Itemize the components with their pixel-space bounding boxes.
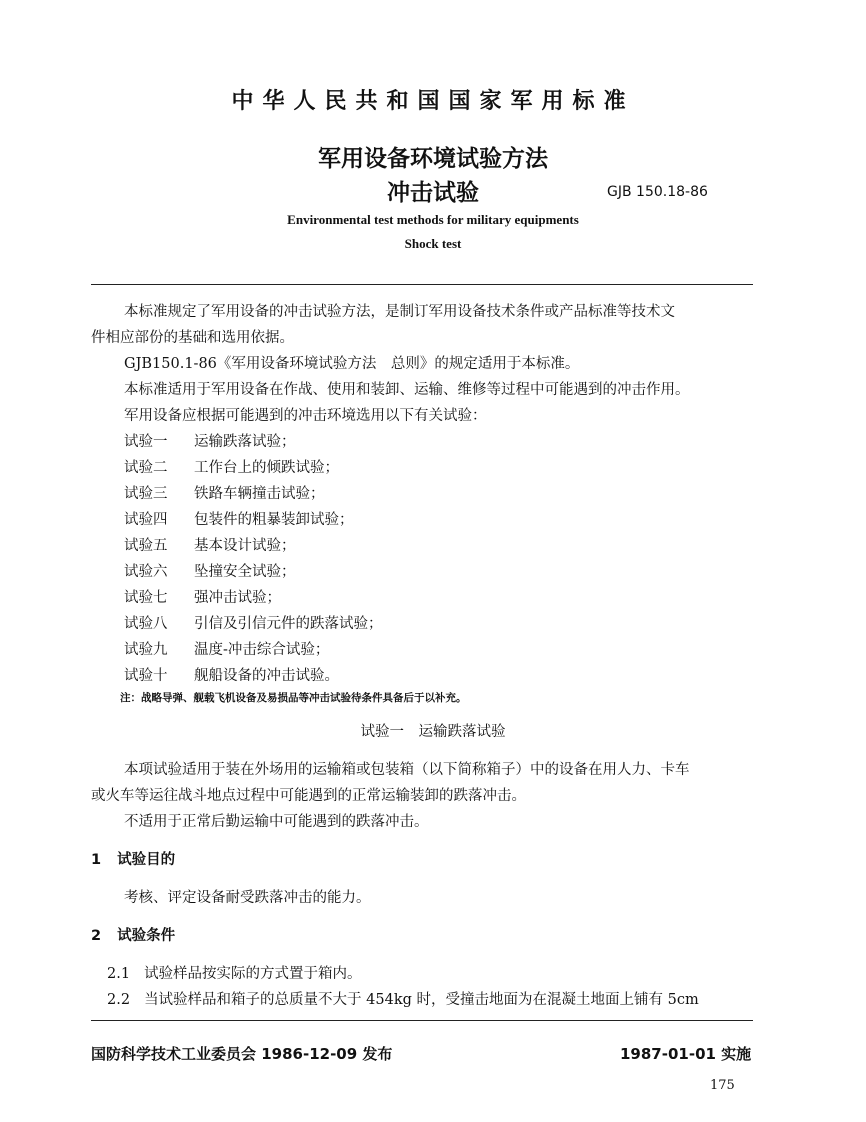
- test-name: 试验七: [124, 590, 168, 606]
- intro-paragraph-2: GJB150.1-86《军用设备环境试验方法 总则》的规定适用于本标准。: [124, 356, 580, 372]
- document-subtitle: 冲击试验: [387, 180, 479, 206]
- english-subtitle: Shock test: [404, 236, 462, 251]
- test-desc: 运输跌落试验；: [194, 434, 296, 450]
- document-title: 军用设备环境试验方法: [318, 146, 548, 172]
- test-name: 试验八: [124, 616, 168, 632]
- test-desc: 基本设计试验；: [194, 538, 296, 554]
- section-title: 试验目的: [117, 852, 176, 868]
- standard-number: GJB 150.18-86: [607, 184, 708, 200]
- test-list-item: [124, 508, 354, 529]
- section-number: 2: [91, 928, 102, 944]
- test-desc: 包装件的粗暴装卸试验；: [194, 512, 354, 528]
- test-name: 试验四: [124, 512, 168, 528]
- test1-paragraph-2: 不适用于正常后勤运输中可能遇到的跌落冲击。: [124, 814, 429, 830]
- issuer-line: 国防科学技术工业委员会 1986-12-09 发布: [91, 1045, 393, 1063]
- test-list-item: [124, 482, 325, 503]
- clause-number: 2.1: [107, 966, 131, 982]
- test-desc: 引信及引信元件的跌落试验；: [194, 616, 383, 632]
- test-list-item: [124, 456, 339, 477]
- test-name: 试验三: [124, 486, 168, 502]
- test-list-item: [124, 664, 339, 685]
- test-desc: 温度-冲击综合试验；: [194, 642, 330, 658]
- clause-number: 2.2: [107, 992, 131, 1008]
- section-1-text: 考核、评定设备耐受跌落冲击的能力。: [124, 890, 371, 906]
- clause-2-2: [107, 988, 699, 1009]
- intro-paragraph-1-cont: 件相应部份的基础和选用依据。: [91, 330, 294, 346]
- test-name: 试验六: [124, 564, 168, 580]
- test-list-item: [124, 638, 330, 659]
- page-number: 175: [710, 1078, 735, 1093]
- test-name: 试验一: [124, 434, 168, 450]
- test-list-item: [124, 430, 296, 451]
- intro-paragraph-4: 军用设备应根据可能遇到的冲击环境选用以下有关试验：: [124, 408, 487, 424]
- section-2-heading: [91, 924, 175, 945]
- test-desc: 坠撞安全试验；: [194, 564, 296, 580]
- test-desc: 舰船设备的冲击试验。: [194, 668, 339, 684]
- test-name: 试验二: [124, 460, 168, 476]
- bottom-rule: [91, 1020, 753, 1021]
- standard-header: 中华人民共和国国家军用标准: [231, 89, 635, 114]
- test1-paragraph-1: 本项试验适用于装在外场用的运输箱或包装箱（以下简称箱子）中的设备在用人力、卡车: [124, 762, 690, 778]
- test-list-item: [124, 586, 281, 607]
- clause-text: 试验样品按实际的方式置于箱内。: [144, 966, 362, 982]
- test-desc: 强冲击试验；: [194, 590, 281, 606]
- top-rule: [91, 284, 753, 285]
- test1-paragraph-1-cont: 或火车等运往战斗地点过程中可能遇到的正常运输装卸的跌落冲击。: [91, 788, 526, 804]
- test-list-item: [124, 534, 296, 555]
- section-number: 1: [91, 852, 102, 868]
- test1-heading: 试验一 运输跌落试验: [360, 724, 506, 740]
- footnote: 注：战略导弹、舰载飞机设备及易损品等冲击试验待条件具备后于以补充。: [120, 692, 467, 704]
- intro-paragraph-3: 本标准适用于军用设备在作战、使用和装卸、运输、维修等过程中可能遇到的冲击作用。: [124, 382, 690, 398]
- test-list-item: [124, 612, 383, 633]
- clause-text: 当试验样品和箱子的总质量不大于 454kg 时，受撞击地面为在混凝土地面上铺有 5cm: [144, 992, 699, 1008]
- test-name: 试验九: [124, 642, 168, 658]
- test-name: 试验五: [124, 538, 168, 554]
- test-list-item: [124, 560, 296, 581]
- test-desc: 工作台上的倾跌试验；: [194, 460, 339, 476]
- english-title: Environmental test methods for military equipments: [287, 212, 579, 227]
- test-name: 试验十: [124, 668, 168, 684]
- test-desc: 铁路车辆撞击试验；: [194, 486, 325, 502]
- effective-date: 1987-01-01 实施: [620, 1045, 752, 1063]
- clause-2-1: [107, 962, 362, 983]
- section-1-heading: [91, 848, 175, 869]
- intro-paragraph-1: 本标准规定了军用设备的冲击试验方法，是制订军用设备技术条件或产品标准等技术文: [124, 304, 675, 320]
- section-title: 试验条件: [117, 928, 176, 944]
